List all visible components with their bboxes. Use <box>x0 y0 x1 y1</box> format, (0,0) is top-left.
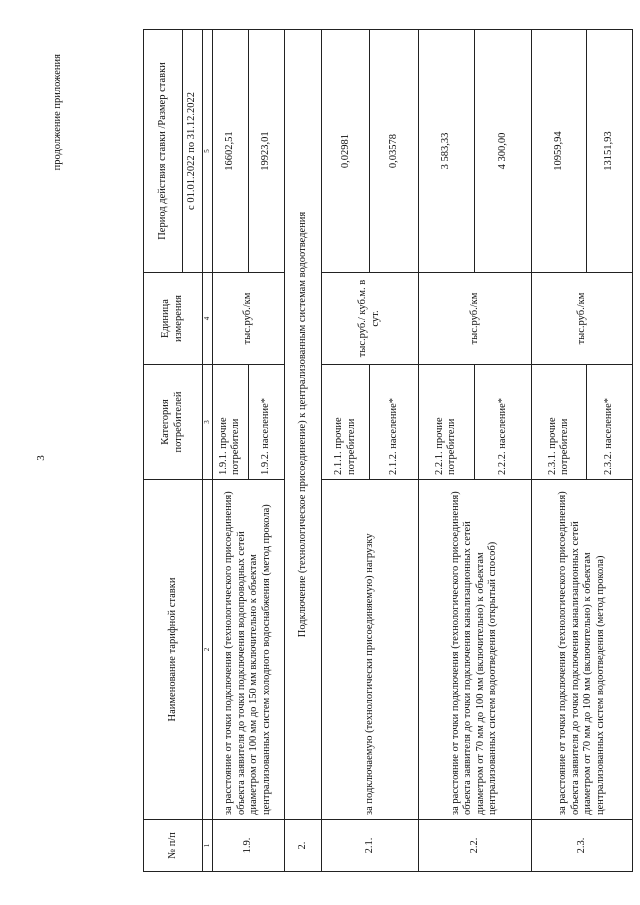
row-name: за подключаемую (технологически присоединяемую) нагрузку <box>322 480 418 820</box>
row-unit: тыс.руб./км <box>212 273 284 365</box>
table-row <box>532 30 587 872</box>
row-category: 2.1.1. прочие потребители <box>322 365 370 480</box>
table-row <box>212 30 248 872</box>
header-period: Период действия ставки /Размер ставки <box>144 30 183 273</box>
section-title: Подключение (технологическое присоединение) к централизованным системам водоотведения <box>285 30 322 820</box>
tariff-table-wrapper <box>143 30 633 872</box>
col-index: 5 <box>202 30 212 273</box>
header-unit: Единица измерения <box>144 273 203 365</box>
col-index: 3 <box>202 365 212 480</box>
row-category: 2.1.2. население* <box>370 365 418 480</box>
row-value: 4 300,00 <box>475 30 532 273</box>
row-name: за расстояние от точки подключения (технологического присоединения) объекта заявителя до точки подключения водопроводных сетей диаметром от 100 мм до 150 мм включительно к объектам централизованных систем холодного водоснабжения (метод прокола) <box>212 480 284 820</box>
row-num: 2.3. <box>532 820 633 872</box>
tariff-table <box>143 29 633 872</box>
row-category: 2.2.1. прочие потребители <box>418 365 475 480</box>
row-category: 1.9.2. население* <box>248 365 284 480</box>
row-value: 19923,01 <box>248 30 284 273</box>
row-category: 1.9.1. прочие потребители <box>212 365 248 480</box>
table-row <box>418 30 475 872</box>
row-category: 2.3.1. прочие потребители <box>532 365 587 480</box>
row-unit: тыс.руб./км <box>532 273 633 365</box>
row-value: 16602,51 <box>212 30 248 273</box>
header-category: Категория потребителей <box>144 365 203 480</box>
section-row <box>285 30 322 872</box>
row-category: 2.3.2. население* <box>586 365 632 480</box>
table-row <box>322 30 370 872</box>
row-value: 10959,94 <box>532 30 587 273</box>
row-value: 13151,93 <box>586 30 632 273</box>
row-unit: тыс.руб./км <box>418 273 532 365</box>
column-index-row <box>202 30 212 872</box>
row-name: за расстояние от точки подключения (технологического присоединения) объекта заявителя до точки подключения канализационных сетей диаметром от 70 мм до 100 мм (включительно) к объектам централизованных систем водоотведения (метод прокола) <box>532 480 633 820</box>
continuation-note: продолжение приложения <box>52 54 63 171</box>
row-value: 0,02981 <box>322 30 370 273</box>
col-index: 1 <box>202 820 212 872</box>
page-number: 3 <box>34 455 47 461</box>
row-unit: тыс.руб./ куб.м. в сут. <box>322 273 418 365</box>
header-period-range: с 01.01.2022 по 31.12.2022 <box>183 30 202 273</box>
row-category: 2.2.2. население* <box>475 365 532 480</box>
header-row <box>144 30 183 872</box>
row-num: 2. <box>285 820 322 872</box>
row-num: 1.9. <box>212 820 284 872</box>
col-index: 2 <box>202 480 212 820</box>
row-num: 2.1. <box>322 820 418 872</box>
row-value: 3 583,33 <box>418 30 475 273</box>
col-index: 4 <box>202 273 212 365</box>
row-num: 2.2. <box>418 820 532 872</box>
row-value: 0,03578 <box>370 30 418 273</box>
row-name: за расстояние от точки подключения (технологического присоединения) объекта заявителя до точки подключения канализационных сетей диаметром от 70 мм до 100 мм (включительно) к объектам централизованных систем водоотведения (открытый способ) <box>418 480 532 820</box>
header-num: № п/п <box>144 820 203 872</box>
header-name: Наименование тарифной ставки <box>144 480 203 820</box>
